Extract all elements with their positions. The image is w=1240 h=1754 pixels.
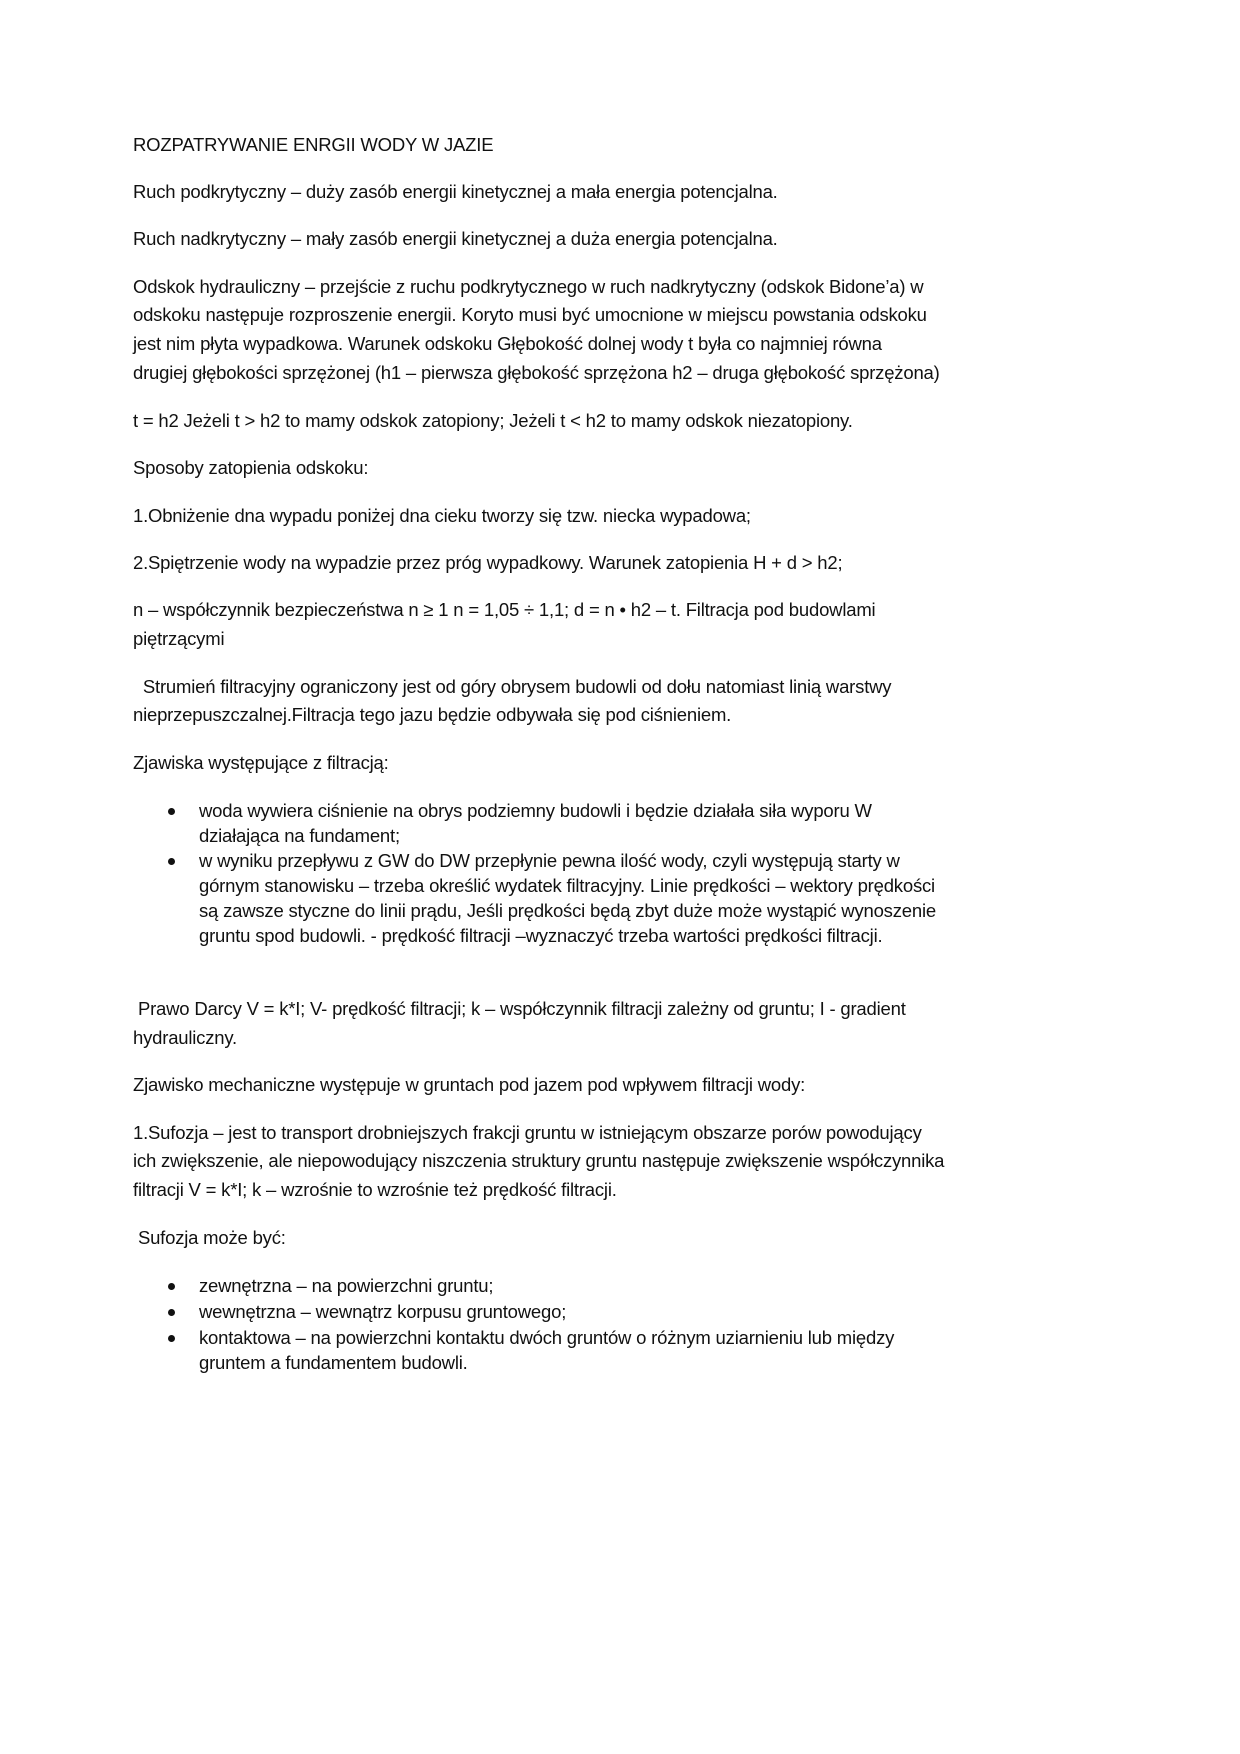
- paragraph-suffosion-types-heading: Sufozja może być:: [133, 1227, 286, 1248]
- paragraph-method-2: 2.Spiętrzenie wody na wypadzie przez próg wypadkowy. Warunek zatopienia H + d > h2;: [133, 552, 843, 573]
- paragraph-hydraulic-jump-line: jest nim płyta wypadkowa. Warunek odskoku Głębokość dolnej wody t była co najmniej równa: [133, 333, 882, 354]
- paragraph-safety-factor-line: piętrzącymi: [133, 628, 225, 649]
- paragraph-method-1: 1.Obniżenie dna wypadu poniżej dna cieku tworzy się tzw. niecka wypadowa;: [133, 505, 751, 526]
- list-item-line: kontaktowa – na powierzchni kontaktu dwóch gruntów o różnym uziarnieniu lub między: [199, 1327, 895, 1348]
- paragraph-hydraulic-jump-line: Odskok hydrauliczny – przejście z ruchu podkrytycznego w ruch nadkrytyczny (odskok Bidone’a) w: [133, 276, 924, 297]
- list-item-line: w wyniku przepływu z GW do DW przepłynie pewna ilość wody, czyli występują starty w: [199, 850, 900, 871]
- paragraph-supercritical: Ruch nadkrytyczny – mały zasób energii kinetycznej a duża energia potencjalna.: [133, 228, 778, 249]
- list-item-line: górnym stanowisku – trzeba określić wydatek filtracyjny. Linie prędkości – wektory prędkości: [199, 875, 935, 896]
- paragraph-suffosion-line: ich zwiększenie, ale niepowodujący niszczenia struktury gruntu następuje zwiększenie współczynnika: [133, 1150, 945, 1171]
- bullet-icon: [168, 808, 175, 815]
- paragraph-subcritical: Ruch podkrytyczny – duży zasób energii kinetycznej a mała energia potencjalna.: [133, 181, 778, 202]
- paragraph-safety-factor-line: n – współczynnik bezpieczeństwa n ≥ 1 n = 1,05 ÷ 1,1; d = n • h2 – t. Filtracja pod budowlami: [133, 599, 876, 620]
- list-item-line: gruntem a fundamentem budowli.: [199, 1352, 468, 1373]
- list-item-line: działająca na fundament;: [199, 825, 400, 846]
- document-title: ROZPATRYWANIE ENRGII WODY W JAZIE: [133, 134, 494, 155]
- paragraph-hydraulic-jump-line: drugiej głębokości sprzężonej (h1 – pierwsza głębokość sprzężona h2 – druga głębokość sprzężona): [133, 362, 940, 383]
- paragraph-filtration-stream-line: Strumień filtracyjny ograniczony jest od góry obrysem budowli od dołu natomiast linią warstwy: [133, 676, 892, 697]
- paragraph-suffosion-line: filtracji V = k*I; k – wzrośnie to wzrośnie też prędkość filtracji.: [133, 1179, 617, 1200]
- list-item-line: wewnętrzna – wewnątrz korpusu gruntowego;: [199, 1301, 567, 1322]
- bullet-icon: [168, 858, 175, 865]
- list-item-line: woda wywiera ciśnienie na obrys podziemny budowli i będzie działała siła wyporu W: [199, 800, 872, 821]
- paragraph-methods-heading: Sposoby zatopienia odskoku:: [133, 457, 369, 478]
- paragraph-suffosion-line: 1.Sufozja – jest to transport drobniejszych frakcji gruntu w istniejącym obszarze porów powodujący: [133, 1122, 922, 1143]
- paragraph-phenomena-heading: Zjawiska występujące z filtracją:: [133, 752, 389, 773]
- bullet-icon: [168, 1283, 175, 1290]
- bullet-icon: [168, 1309, 175, 1316]
- paragraph-hydraulic-jump-line: odskoku następuje rozproszenie energii. Koryto musi być umocnione w miejscu powstania odskoku: [133, 304, 927, 325]
- list-item-line: zewnętrzna – na powierzchni gruntu;: [199, 1275, 494, 1296]
- paragraph-mechanical-heading: Zjawisko mechaniczne występuje w gruntach pod jazem pod wpływem filtracji wody:: [133, 1074, 806, 1095]
- list-item-line: są zawsze styczne do linii prądu, Jeśli prędkości będą zbyt duże może wystąpić wynoszenie: [199, 900, 936, 921]
- paragraph-darcy-line: Prawo Darcy V = k*I; V- prędkość filtracji; k – współczynnik filtracji zależny od gruntu; I - gradient: [133, 998, 906, 1019]
- paragraph-filtration-stream-line: nieprzepuszczalnej.Filtracja tego jazu będzie odbywała się pod ciśnieniem.: [133, 704, 732, 725]
- list-item-line: gruntu spod budowli. - prędkość filtracji –wyznaczyć trzeba wartości prędkości filtracji.: [199, 925, 883, 946]
- paragraph-darcy-line: hydrauliczny.: [133, 1027, 237, 1048]
- bullet-icon: [168, 1335, 175, 1342]
- paragraph-condition: t = h2 Jeżeli t > h2 to mamy odskok zatopiony; Jeżeli t < h2 to mamy odskok niezatopiony.: [133, 410, 853, 431]
